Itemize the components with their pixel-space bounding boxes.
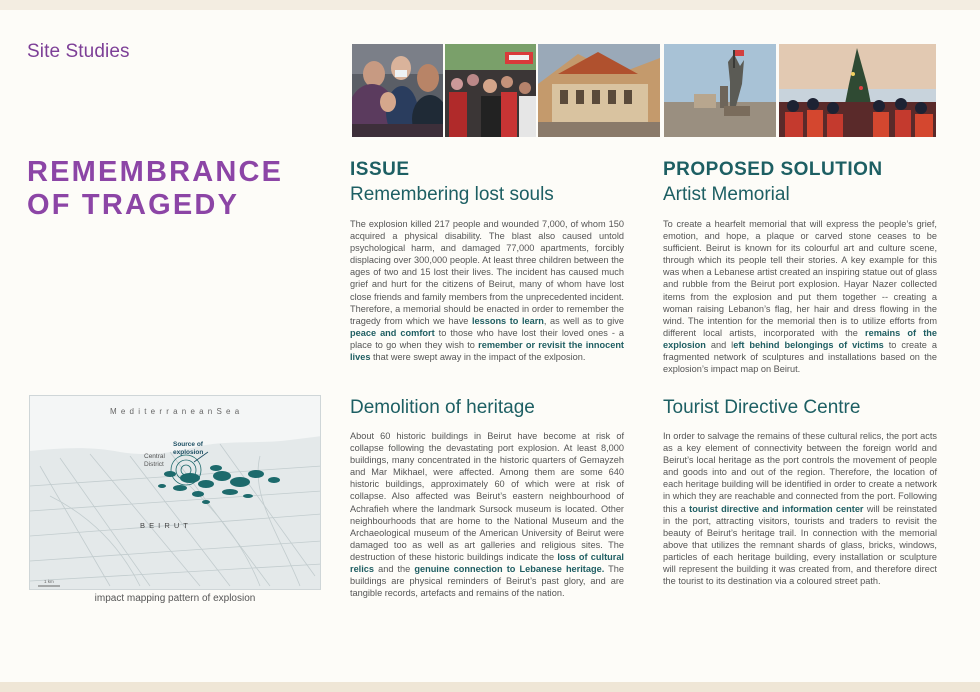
issue-body bbox=[350, 218, 624, 363]
body-segment: and the bbox=[374, 564, 415, 575]
scale-label: 1 km bbox=[44, 579, 54, 584]
map-caption: impact mapping pattern of explosion bbox=[94, 593, 256, 604]
sea-label: M e d i t e r r a n e a n S e a bbox=[110, 407, 241, 416]
city-label: B E I R U T bbox=[140, 521, 189, 530]
highlight-phrase: genuine connection to Lebanese heritage. bbox=[414, 564, 605, 575]
source-label-2: explosion bbox=[173, 449, 204, 456]
highlight-phrase: remember or revisit the innocent lives bbox=[350, 339, 624, 363]
tourist-section bbox=[663, 396, 937, 587]
body-segment: and l bbox=[705, 339, 734, 350]
body-segment: that were swept away in the impact of the exlposion. bbox=[370, 352, 586, 363]
highlight-phrase: loss of cultural relics bbox=[350, 551, 624, 575]
body-segment: to create a fragmented network of sculptures and installations based on the explosion’s impact map on Beirut. bbox=[663, 339, 937, 375]
district-label-1: Central bbox=[144, 453, 165, 460]
solution-heading: PROPOSED SOLUTION bbox=[663, 159, 883, 180]
page-title: REMEMBRANCE OF TRAGEDY bbox=[27, 156, 284, 221]
bottom-band bbox=[0, 682, 980, 692]
damaged-heritage-house-photo bbox=[538, 44, 660, 137]
body-segment: In order to salvage the remains of these cultural relics, the port acts as a key element of connectivity between the foreign world and Beirut’s local heritage as the port controls the movement of people and goods into and out of the region. Therefore, the location of each heritage building will be identified in order to create a network in which they are reachable and connected from the port. Following this a bbox=[663, 431, 937, 514]
body-segment: , as well as to give bbox=[543, 315, 624, 326]
solution-subtitle: Artist Memorial bbox=[663, 184, 790, 205]
highlight-phrase: eft behind belongings of victims bbox=[733, 339, 884, 350]
top-band bbox=[0, 0, 980, 10]
body-segment: The explosion killed 217 people and wounded 7,000, of whom 150 acquired a physical disability. The blast also caused untold psychological harm, and damaged 77,000 apartments, forcibly displacing over 300,000 people. At least three children between the ages of two and 15 lost their lives. The incident has caused much grief and hurt for the citizens of Beirut, many of whom have lost close friends and family members from the unprecedented incident. Therefore, a memorial should be enacted in order to remember the tragedy from which we have bbox=[350, 219, 624, 326]
source-label-1: Source of bbox=[173, 441, 203, 448]
demolition-heading: Demolition of heritage bbox=[350, 397, 535, 418]
issue-heading: ISSUE bbox=[350, 159, 410, 180]
protest-crowd-photo bbox=[445, 44, 536, 137]
body-segment: To create a hearfelt memorial that will express the people’s grief, emotion, and hope, a plaque or carved stone ceases to be sufficient. Beirut is known for its colourful art and culture scene, through which its people tell their stories. A key example for this was when a Lebanese artist created an inspiring statue out of glass and rubble from the Beirut port explosion. Hayar Nazer collected items from the explosion and put them together -- creating a woman raising Lebanon’s flag, her hair and dress flowing in the wind. The intention for the memorial then is to utilize efforts from different local artists, incorporated with the bbox=[663, 219, 937, 338]
highlight-phrase: lessons to learn bbox=[471, 315, 544, 326]
highlight-phrase: tourist directive and information center bbox=[689, 503, 864, 514]
issue-subtitle: Remembering lost souls bbox=[350, 184, 554, 205]
district-label-2: District bbox=[144, 461, 164, 468]
body-segment: to those who have lost their loved ones - a place to go when they wish to bbox=[350, 327, 625, 350]
section-label: Site Studies bbox=[27, 41, 130, 62]
body-segment: will be reinstated in the port, attracting visitors, tourists and traders to revisit the beauty of Beirut’s heritage trail. In connection with the memorial above that utilizes the remnant shards of glass, bricks, windows, particles of each heritage building, every installation or sculpture will represent the building it was created from, and therefore direct the tourist to its destination via a coloured street path. bbox=[663, 503, 937, 587]
port-statue-photo bbox=[664, 44, 776, 137]
highlight-phrase: peace and comfort bbox=[350, 327, 435, 338]
tourist-body bbox=[663, 430, 937, 587]
highlight-phrase: remains of the explosion bbox=[663, 327, 938, 350]
solution-body bbox=[663, 218, 937, 375]
impact-map bbox=[29, 395, 321, 590]
demolition-body bbox=[350, 430, 624, 599]
body-segment: About 60 historic buildings in Beirut have become at risk of collapse following the devastating port explosion. At least 8,000 buildings, many concentrated in the historic quarters of Gemayzeh and Mar Mikhael, were affected. Among them are some 640 historic buildings, approximately 60 of which were at risk of collapse. Also affected was Beirut’s eastern neighbourhood of Achrafieh where the landmark Sursock museum is located. Other neighbourhoods that are home to the National Museum and the Archaeological museum of the American University of Beirut were damaged too as well as art galleries and religious sites. The destruction of these historic buildings indicate the bbox=[350, 431, 624, 562]
tourist-heading: Tourist Directive Centre bbox=[663, 397, 861, 418]
demolition-section bbox=[350, 396, 624, 599]
solution-section bbox=[663, 158, 937, 375]
issue-section bbox=[350, 158, 624, 363]
mourners-photo bbox=[352, 44, 443, 137]
christmas-tree-photo bbox=[779, 44, 936, 137]
body-segment: The buildings are physical reminders of Beirut’s past glory, and are tangible records, artefacts and remains of the nation. bbox=[350, 564, 624, 599]
